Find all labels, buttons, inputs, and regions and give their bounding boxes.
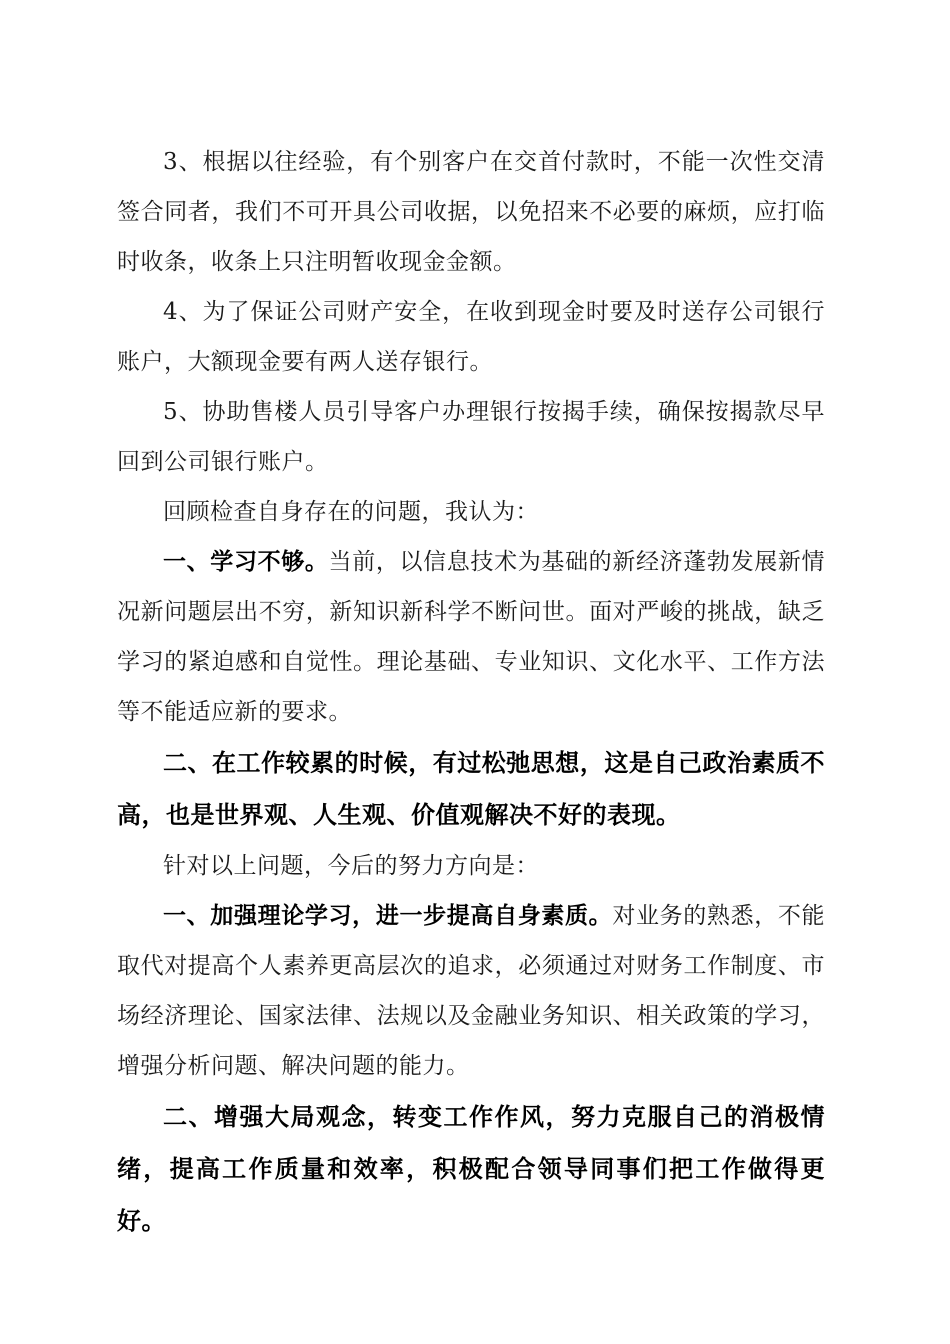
- paragraph-item-3: 3、根据以往经验，有个别客户在交首付款时，不能一次性交清签合同者，我们不可开具公司收据，以免招来不必要的麻烦，应打临时收条，收条上只注明暂收现金金额。: [117, 149, 825, 275]
- paragraph-direction-1: [117, 891, 825, 1091]
- paragraph-item-4: 4、为了保证公司财产安全，在收到现金时要及时送存公司银行账户，大额现金要有两人送存银行。: [117, 299, 825, 375]
- problem-1-body: 当前，以信息技术为基础的新经济蓬勃发展新情况新问题层出不穷，新知识新科学不断问世。面对严峻的挑战，缺乏学习的紧迫感和自觉性。理论基础、专业知识、文化水平、工作方法等不能适应新的要求。: [117, 549, 826, 725]
- paragraph-direction-intro: 针对以上问题，今后的努力方向是：: [163, 853, 539, 879]
- direction-1-body: 对业务的熟悉，不能取代对提高个人素养更高层次的追求，必须通过对财务工作制度、市场经济理论、国家法律、法规以及金融业务知识、相关政策的学习，增强分析问题、解决问题的能力。: [117, 903, 826, 1079]
- paragraph-problem-1: [117, 537, 825, 737]
- paragraph-problem-2: 二、在工作较累的时候，有过松弛思想，这是自己政治素质不高，也是世界观、人生观、价值观解决不好的表现。: [117, 749, 825, 829]
- document-page: [117, 137, 825, 1247]
- problem-1-heading: 一、学习不够。: [163, 549, 329, 575]
- paragraph-item-5: 5、协助售楼人员引导客户办理银行按揭手续，确保按揭款尽早回到公司银行账户。: [117, 399, 825, 475]
- paragraph-review-intro: 回顾检查自身存在的问题，我认为：: [163, 499, 539, 525]
- paragraph-direction-2: 二、增强大局观念，转变工作作风，努力克服自己的消极情绪，提高工作质量和效率，积极配合领导同事们把工作做得更好。: [117, 1103, 825, 1235]
- direction-1-heading: 一、加强理论学习，进一步提高自身素质。: [163, 903, 613, 929]
